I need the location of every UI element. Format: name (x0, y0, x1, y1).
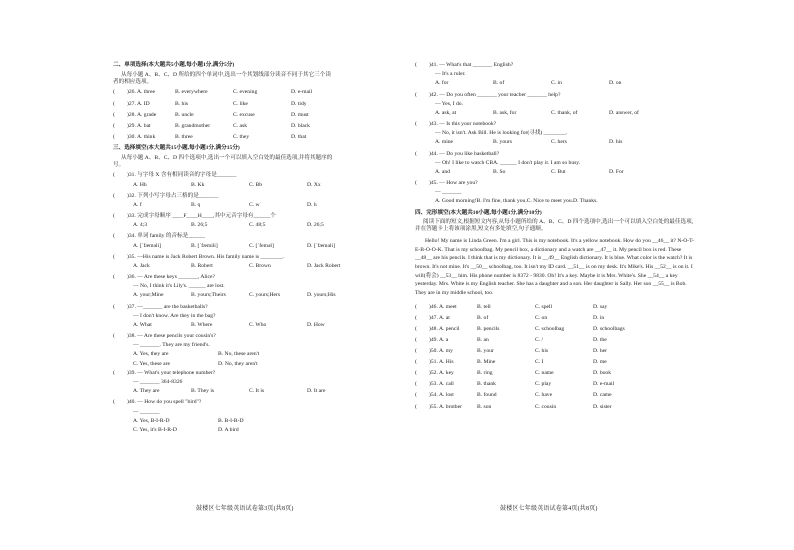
option-b: B. grandmother (175, 122, 211, 129)
question-stem (113, 304, 395, 311)
options-row (415, 139, 697, 146)
dialogue-line (113, 342, 395, 349)
answer-bracket: ( (113, 192, 115, 199)
section-4-title: 四、完形填空(本大题共10小题,每小题1分,满分10分) (415, 209, 542, 216)
option: A. Yes, they are (133, 351, 169, 358)
section-2-questions (113, 89, 395, 140)
option: D. book (593, 370, 612, 377)
dialogue-line (415, 189, 697, 196)
options-row (113, 292, 395, 299)
option-b: B. his (175, 100, 189, 107)
answer-bracket: ( (113, 253, 115, 260)
option: B. They is (191, 388, 215, 395)
question-stem (415, 151, 697, 158)
option: D. in (593, 314, 605, 321)
option: B. tell (477, 303, 491, 310)
question-number: )47. A. at (429, 314, 450, 321)
option-b: B. three (175, 133, 193, 140)
option: C. hers (551, 139, 567, 146)
section-4-instruction: 阅读下面的短文,根据短文内容,从每小题所给的 A、B、C、D 四个选项中,选出一个可以填入空白处的最佳选项,并在答题卡上将该项涂黑,短文有多处填空,句子通顺。 (415, 219, 694, 233)
question-text: )37. —_______ are the basketballs? (127, 303, 208, 310)
option: B. So (493, 168, 506, 175)
answer-bracket: ( (113, 111, 115, 118)
option: D. Jack Robert (307, 262, 341, 269)
question-text: )40. — How do you spell "bird"? (127, 399, 202, 406)
cloze-question-row (415, 370, 697, 377)
dialogue-line (113, 409, 395, 416)
option-d: D. that (291, 133, 307, 140)
options-row (113, 361, 395, 368)
option: B. B-I-R-D (218, 417, 244, 424)
answer-bracket: ( (415, 121, 417, 128)
option: B. No, these aren't (218, 351, 260, 358)
question-stem (415, 62, 697, 69)
option-c: C. they (233, 133, 250, 140)
answer-bracket: ( (113, 369, 115, 376)
options-row (113, 222, 395, 229)
dialogue-line (113, 283, 395, 290)
question-text: )34. 单词 family 的音标是______ (127, 233, 205, 240)
question-stem (113, 274, 395, 281)
option: C. on (535, 314, 548, 321)
dialogue-text: — _______ (133, 408, 160, 415)
option: B. Where (191, 321, 213, 328)
question-number: )48. A. pencil (429, 325, 460, 332)
question-row (113, 134, 395, 141)
option: C. w (249, 201, 260, 208)
answer-bracket: ( (113, 399, 115, 406)
question-text: )42. — Do you often _______ your teacher _______ help? (429, 91, 561, 98)
option-c: C. ask (233, 122, 247, 129)
answer-bracket: ( (415, 180, 417, 187)
section-3-instruction (113, 155, 395, 169)
option: C. cousin (535, 403, 557, 410)
question-number: )55. A. brother (429, 403, 462, 410)
option: D. e-mail (593, 381, 615, 388)
option-d: D. black (291, 122, 310, 129)
question-number: )51. A. His (429, 359, 454, 366)
option: C. 48;5 (249, 222, 266, 229)
option: C. have (535, 392, 553, 399)
options-row (113, 427, 395, 434)
option: C. thank, of (551, 109, 578, 116)
answer-bracket: ( (113, 122, 115, 129)
left-page (113, 62, 395, 436)
options-row (113, 243, 395, 250)
option: B. q (191, 201, 201, 208)
options-row (415, 110, 697, 117)
question-number: )30. A. think (127, 133, 156, 140)
options-row (113, 263, 395, 270)
dialogue-text: — No, I think it's Lily's. ______ are lost. (133, 283, 225, 290)
option: D. For (609, 168, 624, 175)
option: B. 26;5 (191, 222, 208, 229)
option: C. his (535, 348, 549, 355)
dialogue-line (415, 101, 697, 108)
section-2-title: 二、单项选择(本大题共5小题,每小题1分,满分5分) (113, 62, 235, 68)
answer-bracket: ( (113, 89, 115, 96)
option: B. yours;Theirs (191, 292, 226, 299)
right-page (415, 62, 697, 415)
cloze-passage: Hello! My name is Linda Green. I'm a girl. This is my notebook. It's a yellow notebook. How do you __46__ it? N-O-T-E-B-O-O-K. That is my schoolbag. My pencil box, a dictionary and a watch are __47__ it. My pencil box is red. These __48__ are his pencils. I think that is my dictionary. It is __49__ English dictionary. It is blue. What color is the watch? It is brown. It's not mine. It's __50__ schoolbag, too. It isn't my ID card. __51__ is on my desk. It's Mike's. His __52__ is on it. I will(将会) __53__ him. His phone number is 8372 - 9830. Oh! It's a key. Maybe it is Mrs. White's. She __54__ a key yesterday. Mrs. White is my English teacher. She has a daughter and a son. Her daughter is Sally. Her son __55__ is Bob. They are in my middle school, too. (415, 238, 694, 296)
option: C. It is (249, 388, 265, 395)
option: B. an (477, 336, 489, 343)
option: A. Good morning! (435, 198, 477, 205)
option: B. found (477, 392, 497, 399)
question-number: )28. A. grade (127, 111, 157, 118)
answer-bracket: ( (113, 172, 115, 179)
question-text: )31. 与字母 X 含有相同读音的字母是_______ (127, 172, 237, 179)
option: D. her (593, 348, 607, 355)
option: D. A bird (218, 426, 239, 433)
question-stem (113, 399, 395, 406)
option: C. Yes, these are (133, 360, 170, 367)
page-footer-right: 鼓楼区七年级英语试卷第4页(共8页) (500, 506, 598, 512)
question-stem (113, 254, 395, 261)
question-stem (415, 180, 697, 187)
dialogue-line (415, 130, 697, 137)
option: C. Brown (249, 262, 271, 269)
question-stem (113, 172, 395, 179)
option: B. pencils (477, 325, 500, 332)
question-number: )50. A. my (429, 348, 453, 355)
question-stem (113, 370, 395, 377)
dialogue-text: — No, it isn't. Ask Bill. He is looking for(寻找) ________. (435, 130, 568, 137)
dialogue-line (415, 160, 697, 167)
instruction-line: 从每小题 A、B、C、D 四个选项中,选出一个可以填入空白处的最佳选项,并将其题序的 (121, 154, 333, 161)
option-c: C. like (233, 100, 248, 107)
dialogue-line (415, 71, 697, 78)
answer-bracket: ( (415, 325, 417, 332)
dialogue-text: — Oh! I like to watch CBA. ______ I don't play it. I am so busy. (435, 159, 581, 166)
question-stem (113, 213, 395, 220)
dialogue-text: — Yes, I do. (435, 100, 463, 107)
option: A. f (133, 201, 142, 208)
question-number: )53. A. call (429, 381, 454, 388)
question-text: )32. 下列小写字母占三格的是_______ (127, 192, 219, 199)
option: C. in (551, 80, 562, 87)
option: B. Kk (191, 181, 205, 188)
options-row (113, 322, 395, 329)
section-3-questions (113, 172, 395, 433)
answer-bracket: ( (415, 303, 417, 310)
instruction-line: 者的相应选项。 (113, 78, 153, 85)
option: D. Thanks. (573, 198, 598, 205)
question-text: )39. — What's your telephone number? (127, 369, 216, 376)
option: D. answer, of (609, 109, 639, 116)
answer-bracket: ( (415, 359, 417, 366)
question-row (113, 112, 395, 119)
question-row (113, 89, 395, 96)
question-row (113, 123, 395, 130)
option: A. Yes, B-I-R-D (133, 417, 170, 424)
option: B. your (477, 348, 494, 355)
question-number: )52. A. key (429, 370, 454, 377)
answer-bracket: ( (113, 213, 115, 220)
option: D. came (593, 392, 612, 399)
option: C. yours;Hers (249, 292, 281, 299)
option: C. name (535, 370, 554, 377)
answer-bracket: ( (415, 336, 417, 343)
option: D. sister (593, 403, 612, 410)
dialogue-line (113, 313, 395, 320)
question-number: )29. A. bat (127, 122, 151, 129)
question-text: )36. — Are these keys _______, Alice? (127, 273, 215, 280)
option: C. play (535, 381, 552, 388)
answer-bracket: ( (415, 381, 417, 388)
instruction-line: 号。 (113, 161, 125, 168)
question-text: )35. —His name is Jack Robert Brown. His family name is ________. (127, 253, 285, 260)
option: D. his (609, 139, 623, 146)
page-footer-left: 鼓楼区七年级英语试卷第3页(共8页) (196, 506, 294, 512)
question-text: )41. — What's that _______ English? (429, 62, 514, 68)
option: B. thank (477, 381, 496, 388)
option: C. Bb (249, 181, 263, 188)
question-number: )27. A. ID (127, 100, 150, 107)
cloze-question-row (415, 315, 697, 322)
option: D. on (609, 80, 622, 87)
option: D. It are (307, 388, 326, 395)
dialogue-line (113, 379, 395, 386)
option: C. [ˈfeməl] (249, 242, 274, 249)
option: A. 4;3 (133, 222, 147, 229)
cloze-question-row (415, 326, 697, 333)
option: B. ask, for (493, 109, 517, 116)
question-text: )43. — Is this your notebook? (429, 121, 497, 128)
question-text: )45. — How are you? (429, 180, 478, 187)
option: D. 26;5 (307, 222, 324, 229)
option-b: B. everywhere (175, 89, 208, 96)
dialogue-text: — _______. They are my friend's. (133, 342, 210, 349)
option-d: D. e-mail (291, 89, 313, 96)
option: A. and (435, 168, 450, 175)
answer-bracket: ( (113, 273, 115, 280)
options-row (113, 202, 395, 209)
section-3-questions-cont (415, 62, 697, 205)
option-c: C. excuse (233, 111, 255, 118)
option: B. of (493, 80, 505, 87)
option: C. / (535, 336, 544, 343)
options-row (113, 351, 395, 358)
cloze-questions (415, 304, 697, 411)
answer-bracket: ( (113, 303, 115, 310)
answer-bracket: ( (415, 348, 417, 355)
cloze-question-row (415, 404, 697, 411)
cloze-question-row (415, 359, 697, 366)
option: D. Xx (307, 181, 321, 188)
option: B. ring (477, 370, 493, 377)
answer-bracket: ( (113, 100, 115, 107)
option: A. Hh (133, 181, 147, 188)
option: B. Mine (477, 359, 496, 366)
option-d: D. must (291, 111, 309, 118)
cloze-question-row (415, 392, 697, 399)
option: B. I'm fine, thank you. (476, 198, 527, 205)
answer-bracket: ( (113, 333, 115, 340)
option: D. How (307, 321, 325, 328)
option: A. mine (435, 139, 454, 146)
section-2-instruction (113, 72, 395, 86)
answer-bracket: ( (415, 62, 417, 68)
answer-bracket: ( (415, 91, 417, 98)
option: D. say (593, 303, 608, 310)
answer-bracket: ( (415, 403, 417, 410)
answer-bracket: ( (415, 314, 417, 321)
options-row (113, 182, 395, 189)
question-stem (415, 121, 697, 128)
question-stem (113, 333, 395, 340)
options-row (415, 169, 697, 176)
section-3-title: 三、选择填空(本大题共15小题,每小题1分,满分15分) (113, 144, 240, 151)
option: D. No, they aren't (218, 360, 258, 367)
dialogue-text: — _______ 364-8326 (133, 379, 183, 386)
option: C. schoolbag (535, 325, 565, 332)
option-c: C. evening (233, 89, 258, 96)
option: C. But (551, 168, 566, 175)
option: B. yours (493, 139, 512, 146)
dialogue-text: — It's a ruler. (435, 71, 466, 78)
cloze-question-row (415, 337, 697, 344)
dialogue-text: — I don't know. Are they in the bag? (133, 312, 216, 319)
question-text: )33. 完成字母顺序 ____F____H____,其中元音字母有______个 (127, 213, 276, 220)
answer-bracket: ( (415, 392, 417, 399)
option: A. They are (133, 388, 160, 395)
question-row (113, 101, 395, 108)
question-number: )49. A. a (429, 336, 449, 343)
option: A. What (133, 321, 152, 328)
option: D. the (593, 336, 607, 343)
option-b: B. uncle (175, 111, 194, 118)
option: B. of (477, 314, 489, 321)
option: D. yours;His (307, 292, 336, 299)
answer-bracket: ( (415, 150, 417, 157)
question-stem (415, 92, 697, 99)
cloze-question-row (415, 304, 697, 311)
option: B. son (477, 403, 492, 410)
question-text: )38. — Are these pencils your cousin's? (127, 333, 216, 340)
question-stem (113, 193, 395, 200)
option-d: D. tidy (291, 100, 307, 107)
options-row (415, 80, 697, 87)
option: B. [ˈfæmili] (191, 242, 218, 249)
option: A. ask, at (435, 109, 457, 116)
option: D. me (593, 359, 607, 366)
option: D. h (307, 201, 317, 208)
answer-bracket: ( (415, 370, 417, 377)
option: A. for (435, 80, 449, 87)
option: D. schoolbags (593, 325, 625, 332)
instruction-line: 从每小题 A、B、C、D 所给的四个单词中,选出一个其划线部分读音不同于其它三个读 (121, 71, 331, 78)
option: A. [ˈfæməli] (133, 242, 161, 249)
option: A. your;Mine (133, 292, 164, 299)
option: B. Robert (191, 262, 213, 269)
answer-bracket: ( (113, 233, 115, 240)
cloze-question-row (415, 381, 697, 388)
option: A. Jack (133, 262, 150, 269)
option: C. spell (535, 303, 553, 310)
question-number: )54. A. lost (429, 392, 454, 399)
cloze-question-row (415, 348, 697, 355)
option: D. [ˈfæməli] (307, 242, 335, 249)
option: C. Yes, it's B-I-R-D (133, 426, 177, 433)
option: C. Nice to meet you. (526, 198, 574, 205)
answer-bracket: ( (113, 133, 115, 140)
dialogue-text: — _______ (435, 189, 462, 196)
options-row (113, 388, 395, 395)
options-row (415, 198, 697, 205)
question-stem (113, 233, 395, 240)
question-text: )44. — Do you like basketball? (429, 150, 500, 157)
question-number: )26. A. three (127, 89, 155, 96)
question-number: )46. A. meet (429, 303, 457, 310)
options-row (113, 418, 395, 425)
option: C. I (535, 359, 544, 366)
option: C. Who (249, 321, 267, 328)
